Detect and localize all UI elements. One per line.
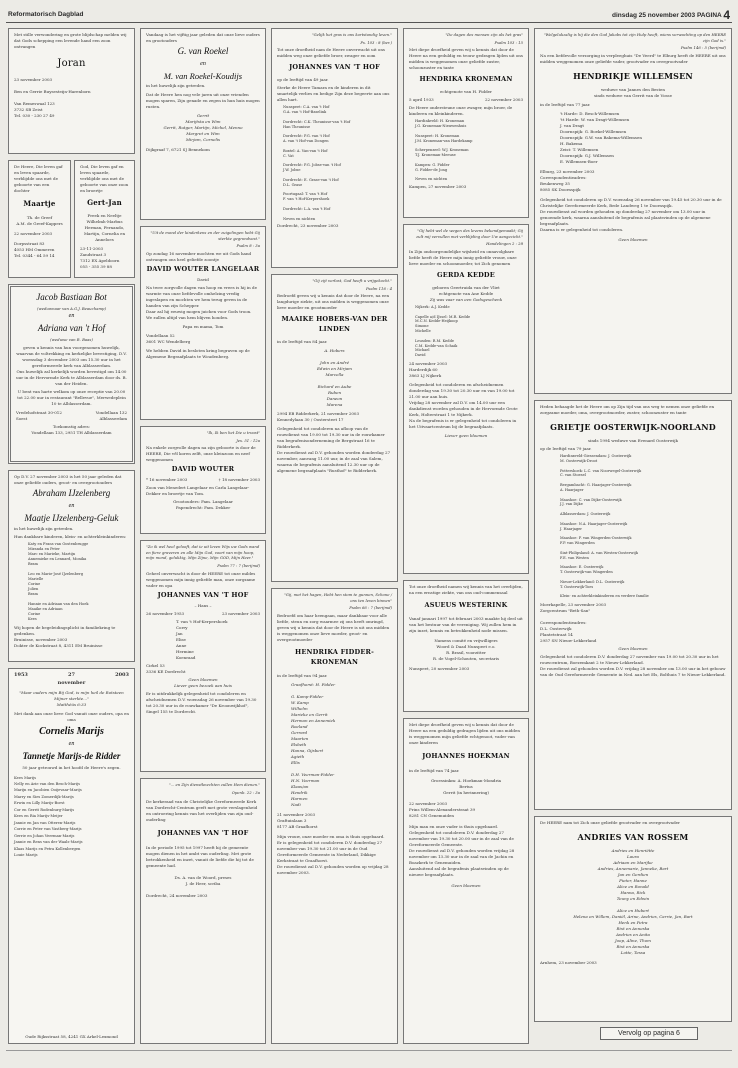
ad-kerkeraad-van-t-hof: "... en Zijn dienstknechten zullen Hem dienen." Openb. 22 : 3a De kerkeraad van de Christelijke Gereformeerde Kerk van Dordrecht-Centrum geeft met grote verslagenheid en ontroering kennis van het overlijden van zijn oud-ouderling JOHANNES VAN 'T HOF In de periode 1995 tot 1997 heeft hij de gemeente mogen dienen in het ambt van ouderling. Met grote betrokkenheid en inzet, vanuit de liefde die hij tot de gemeente had. Ds. A. van de Woord, preses J. de Heer, scriba Dordrecht, 24 november 2003 (140, 778, 266, 1044)
continued-on-page-link[interactable]: Vervolg op pagina 6 (600, 1027, 698, 1040)
ad-marijs: 1953 27 november 2003 "Maar ouders mijn Bij God, is mijn heil de Rotsteen Mijner sterkte..." Matthéüs 6:33 Met dank aan onze lieve God vanuit onze ouders, opa en oma Cornelis Marijs en Tannetje Marijs-de Ridder 50 jaar getrouwd in het hoofd de Heere's zegen. Kees Marijs Nelly en Arie van den Besch-Marijs Marijn en Jacobien Ooijevaar-Marijs Marry en Sies Zomerdijk-Marijs Erwin en Lilly Marijs-Borst Cor en Gerrit Rodenburg-Marijs Kees en Ria Marijs-Meijer Jannie en Jan van Otteren-Marijs Corrie en Peter van Vastberg-Marijs Gerrie en Johan Veerman-Marijs Jannie en Rens van der Waals-Marijs Klaas Marijs en Petra Kollenbergen Louie Marijs Oude Rijksstraat 58, 4241 GX Arkel-Lexmond (8, 668, 135, 1044)
page-number: 4 (723, 8, 730, 22)
ad-name: Joran (57, 58, 86, 69)
ad-gert-jan: God, Die leven gaf en leven spaarde, verblijdde ons met de geboorte van onze zoon en broertje Gert-Jan Freek en Neeltje Wilhelmh-Marbus Herman, Fernando, Martijn, Cornelia en Anneloes 23-11-2003 Zandstraat 3 7312 EX Apeldoorn 055 - 355 39 88 (74, 160, 135, 278)
ad-maaike-hobers: "Gij zijt verlost, God heeft u vrijgekocht." Psalm 116 : 4 Bedroefd geven wij u kennis dat door de Heere, na een langdurige ziekte, uit ons midden is weggenomen onze lieve moeder en grootmoeder MAAIKE HOBERS-VAN DER LINDEN in de leeftijd van 84 jaar. A. Hobers John en André Edwin en Mirjam Marcella Richard en Aube Ruben Daneon Marena 2994 EB Ridderkerk, 21 november 2003 Kennedylaan 30 / Oostersteet 17 Gelegenheid tot condoleren na afloop van de rouwdienst van 19.00 tot 19.30 uur in de rouwkamer van begrafenisonderneming de Bergstraat 16 te Ridderkerk. De rouwdienst zal D.V. gehouden worden donderdag 27 november, aanvang 11.00 uur, in de zaal van Salem, waarna de begrafenis aansluitend 12.30 uur op de algemene begraafplaats "Rusthof" te Ridderkerk. (271, 274, 398, 582)
masthead (6, 6, 732, 23)
ad-hendrikje-willemsen: "Welgelukzalig is hij die den God Jakobs tot zijn Hulp heeft, wiens verwachting op den HEERE zijn God is." Psalm 146 : 5 (berijmd) Na een liefdevolle verzorging in verpleeghuis "De Veerd" te Elburg heeft de HEERE uit ons midden weggenomen onze geliefde vader, grootvader en overgrootvader HENDRIKJE WILLEMSEN weduwe van Jannes den Besten sinds weduwe van Gerrit van de Vosse in de leeftijd van 77 jaar. 't Harde: D. Besch-Willemsen 'tt Harde: W. van Dragt-Willemsen J. van Dragt Doornspijk: G. Boekel-Willemsen Doornspijk: G.W. van Bakema-Willemsen H. Bakema Zeist: T. Willemsen Doornspijk: G.J. Willemsen E. Willemsen-Boer Elburg, 23 november 2003 Correspondentieadres: Beukenweg 35 8085 SK Doornspijk Gelegenheid tot condoleren op D.V. woensdag 26 november van 19.45 tot 20.30 uur in de Christelijke Gereformeerde Kerk, Bede Landweg 1 te Doornspijk. De rouwdienst zal worden gehouden op donderdag 27 november om 13.00 uur in genoemde kerk, waarna aansluitend de begrafenis zal plaatsvinden op de algemene begraafplaats. Daarna is er gelegenheid tot condoleren. Geen bloemen (534, 28, 732, 394)
ad-grietje-oosterwijk: Heden behaagde het de Heere om op Zijn tijd van ons weg te nemen onze geliefde en zorgzame moeder, oma, overgrootmoeder, zuster, schoonzuster en tante GRIETJE OOSTERWIJK-NOORLAND sinds 1994 weduwe van Evenard Oosterwijk op de leeftijd van 79 jaar. Hardinxveld-Giessendam: J. Oosterwijk M. Oosterwijk-Droot Pottershoek: L.C. van Noorwegel-Oosterwijk C. van Stoesel Bergambacht: G. Haarjager-Oosterwijk A. Haarjager Maashoe: C. van Dijke-Oosterwijk J.J. van Dijke Alblasserdam: J. Oosterwijk Maashoe: N.A. Haarjager-Oosterwijk J. Haarjager Maashoe: F. van Wingerden-Oosterwijk F.P. van Wingerden Sint-Philipsland: A. van Westen-Oosterwijk F.E. van Westen Maashoe: E. Oosterwijk T. Oosterwijk-van Wingerden Nieuw-Lekkerland: D.L. Oosterwijk T. Oosterwijk-Toes Klein- en achterkleinkinderen en verdere familie Moerkapelle, 23 november 2003 Zorgcentrum "Beth-San" Correspondentieadres: D.L. Oosterwijk Plantetstraat 14 2957 SN Nieuw-Lekkerland Geen bloemen Gelegenheid tot condoleren D.V. donderdag 27 november van 19.00 tot 20.30 uur in het rouwcentrum, Boezemkant 2 te Nieuw-Lekkerland. De rouwdienst zal gehouden worden D.V. vrijdag 28 november om 13.00 uur in het gebouw van de Oud Gereformeerde Gemeente in Ned. aan het Els, Bolthuis 7 te Nieuw-Lekkerland. (534, 400, 732, 810)
paper-name: Reformatorisch Dagblad (8, 11, 84, 18)
ad-andries-van-rossem: De HEERE nam tot Zich onze geliefde grootvader en overgrootvader ANDRIES VAN ROSSEM Andries en Henriëtte Laura Adriaan en Marijke Andries, Annemarie, Janneke, Bart Jan en Gerdien Pieter, Hanne Alice en Ronald Hanna, Rick Teuny en Edwin Alice en Hubert Helena en Willem, Daniël, Arine, Andries, Carrie, Jan, Bart Henk en Petra Rixt en Anneska Andries en Anita Joop, Aline, Thom Rixt en Anneska Lotte, Tessa Arnhem, 23 november 2003 (534, 816, 732, 1022)
ad-text: Met stille verwondering en grote blijdschap melden wij dat Gods schepping een levende hand een zoon ontvangen (14, 32, 127, 49)
ad-hendrika-kroneman: "De dagen des mensen zijn als het gras" Psalm 103 : 15 Met diepe droefheid geven wij u kennis dat door de Heere na een geduldig en trouw gedragen lijden uit ons midden is weggenomen onze geliefde zuster, schoonzuster en tante HENDRIKA KRONEMAN echtgenote van H. Fidder 5 april 1933 22 november 2003 De Heere ondersteune onze zwager, mijn broer, de kinderen en kleinkinderen. Hardinkveld: H. Kroneman J.G. Kroneman-Nieuwenhuis Nunspeet: H. Kroneman J.M. Kroneman-van Hardekamp Scherpenzeel: W.J. Kroneman T.J. Kroneman-Meeuse Kampen: G. Fidder G. Fidder-de Jong Neven en nichten Kampen, 27 november 2003 (403, 28, 529, 218)
ad-david-wouter: "Ik, Ik ben het Die u troost" Jes. 51 : 12a Na enkele zorgvolle dagen na zijn geboorte is door de HEERE, Die vêl koren zelft, onze kleinzoon en neef weggenomen DAVID WOUTER * 16 november 2003 † 18 november 2003 Zoon van Menedert Langelaar en Carla Langelaar-Dekker en broertje van Tom. Grootouders: Fam. Langelaar Papendrecht: Fam. Dekker (140, 426, 266, 534)
ad-gerda-kedde: "Gij hebt wel de wegen des levens bekendgemaakt; Gij zult mij vervullen met verblijding door Uw aangezicht." Handelingen 2 : 28 In Zijn ondoorgrondelijke wijsheid en onnavolgbare liefde heeft de Heere mijn innig geliefde vrouw, onze lieve moeder en schoonmoeder, tot Zich genomen GERDA KEDDE geboren Geertruida van der Vliet echtgenote van Ane Kedde Zij was vaar van een Godsgeschenk Nijkerk: A.J. Kedde Capelle a/d IJssel: M.R. Kedde M.C.N. Kedde-Heijkoop Simone Michelle Leusden: R.M. Kedde C.M. Kedde-van Schaik Michael David 24 november 2003 Harderdijk 60 3863 LJ Nijkerk Gelegenheid tot condoleren en afscheidnemen donderdag van 19.30 tot 20.30 uur en van 19.00 tot 21.00 uur aan huis. Vrijdag 28 november zal D.V. om 14.00 uur een dankdienst worden gehouden in de Hervormde Grote Kerk, Holterstraat 1 te Nijkerk. Na de begrafenis is er gelegenheid tot condoleren in het Uitvaartcentrum bij de begraafplaats. Liever geen bloemen (403, 224, 529, 574)
ad-johannes-hoekman: Met diepe droefheid geven wij u kennis dat door de Heere na een geduldig gedragen lijden uit ons midden is weggenomen mijn geliefde echtgenoot, vader van onze kinderen JOHANNES HOEKMAN in de leeftijd van 74 jaar. Groessinkm: A. Hoekman-Mondria Bertus Gerrit (in herinnering) 22 november 2003 Prins Willem-Alexanderstraat 39 8281 CN Genemuiden Mijn man en onze vader is thuis opgebaard. Gelegenheid tot condoleren D.V. donderdag 27 november van 19.30 tot 20.00 uur in de zaal van de Gereformeerde Gemeente. De rouwdienst zal D.V. gehouden worden vrijdag 28 november om 13.30 uur in de zaal van de Jachin en Boazkerk te Genemuiden. Aansluitend zal de begrafenis plaatsvinden op de nieuwe begraafplaats. Geen bloemen (403, 718, 529, 1044)
ad-van-roekel: Vandaag is het vijftig jaar geleden dat onze lieve ouders en grootouders G. van Roekel en M. van Roekel-Koudijs in het huwelijk zijn getreden. Dat de Heere hen nog vele jaren uit onze vrienden mogen sparen, Zijn genade en zegen in hun huis mogen rusten. Gerrit Marijtsta en Wim Gerrit, Rutger, Martijn, Michel, Menno Margret en Wim Mirjam, Cornelis Dijkgraaf 7, 6721 SJ Bennekom (140, 28, 266, 220)
ad-hendrika-fidder: "Gij, met het hagen, Hebt hen stom te gunnen, Schone / ons ten leven binnen" Psalm 66 : 7 (berijmd) Bedroefd om haar heengaan, maar dankbaar voor alle liefde, steun en zorg waarmee zij ons heeft omringd, geven wij u kennis dat door de Heere is uit ons midden is weggenomen onze lieve moeder, groot- en overgrootmoeder HENDRIKA FIDDER-KRONEMAN in de leeftijd van 94 jaar. Graafhorst: H. Fidder G. Kamp-Fidder W. Kamp Wilhelm Marieke en Gerrit Herman en Annemiek Roeland Gerrard Maarten Elsbeth Hanna, Gijsbert Agieth Ellis D.H. Veerman-Fidder H.N. Veerman Klaas/an Hendrik Harmen Nadi 21 november 2003 Graftuinlaan 3 8177 AB Graafhorst Mijn vrouw, onze moeder en oma is thuis opgebaard. Er is gelegenheid tot condoleren D.V. donderdag 27 november van 19.30 tot 21.00 uur in de Oud Gereformeerde Gemeente in Nederland, Dikkige Kerkstraat te Graafhorst. De rouwdienst zal D.V. gehouden worden op vrijdag 28 november 2003. (271, 588, 398, 1044)
footer-rule (6, 1050, 732, 1051)
ad-ijzelenberg: Op D.V. 27 november 2003 is het 50 jaar geleden dat onze geliefde ouders, groot- en overgrootouders Abraham IJzelenberg en Maatje IJzelenberg-Geluk in het huwelijk zijn getreden. Hun dankbare kinderen, klein- en achterkleinkinderen: Katy en Frans van Oostenbrugge Miranda en Peter Marc en Marieke, Martijn Annemieke en Lennard, Monika Bram Leo en Marie-José IJzelenberg Marielle Corine Jolien Bram Hannie en Adriaan van den Hoek Maaike en Adriaan Corine Kees Wij hopen de begeleidingsplicht in familiekring te gedenken. Bruinisse, november 2003 Dokter de Kockstraat 8, 4311 EM Bruinisse (8, 470, 135, 662)
ad-asueus-westerink: Tot onze droefheid namen wij kennis van het overlijden, na een ernstige ziekte, van ons oud-commensaal ASUEUS WESTERINK Vanaf januari 1997 tot februari 2003 maakte hij deel uit van het bestuur van de vereniging. Wij zullen hem in zijn inzet, kennis en betrokkenheid node missen. Namens comité en vrijwilligers Woord & Daad Nunspeet e.o. R. Brasil, voorzitter R. de Vogel-Schouten, secretaris Nunspeet, 20 november 2003 (403, 580, 529, 712)
ad-langelaar: "Uit de mond der kinderkens en der zuigelingen hebt Gij sterkte gegrondvest." Psalm 8 : 3a Op zondag 16 november mochten we uit Gods hand ontvangen ons heel geliefde zoontje DAVID WOUTER LANGELAAR David Na twee zorgvolle dagen van hoop en vrees is hij in de warmte van onze liefdevolle omhelzing vredig ingeslapen en mochten we hem terug geven in de handen van zijn Schepper. Daar zal hij eeuwig mogen juichen voor Gods troon. We zullen altijd van hem blijven houden. Papa en mama, Tom Vondellaan 52 3601 WC Wendelberg We hebben David in besloten kring begraven op de Algemene Begraafplaats te Woudenberg. (140, 226, 266, 420)
page-date: dinsdag 25 november 2003 PAGINA 4 (612, 8, 730, 22)
ad-bot-vanthof: Jacob Bastiaan Bot (weduwnaar van A.G.J. Beauchamp) en Adriana van 't Hof (weduwe van R. Baas) geven u kennis van hun voorgenomen huwelijk, waarvan de voltrekking en kerkelijke bevestiging, D.V. woensdag 3 december 2003 om 15.30 uur in het gereformeerde kerk van Alblasserdam. Ons huwelijk zal kerkelijk worden bevestigd om 14.00 uur in de Hervormde Kerk te Alblasserdam door ds. B. van der Heiden. U bent van harte welkom op onze receptie van 20.00 tot 22.00 uur in restaurant "Bellevue", Merwedeplein 10 te Alblasserdam. Vredehofstraat 30-012 Soest Vondellaan 132 Alblasserdam Toekomstig adres: Vondellaan 133, 2951 TH Alblasserdam (8, 284, 135, 464)
ad-maartje: De Heere, Die leven gaf en leven spaarde, verblijdde ons met de geboorte van een dochter Maartje Th. de Greef A.M. de Greef-Kappers 22 november 2003 Dorpsstraat 83 4053 HM Ommeren Tel. 0344 - 64 59 14 (8, 160, 71, 278)
ad-johannes-van-t-hof: "Gelijk het gras is ons kortstondig leven." Ps. 103 : 8 (ber.) Tot onze droefheid nam de Heere onverwacht uit ons midden weg onze geliefde broer, zwager en oom JOHANNES VAN 'T HOF op de leeftijd van 49 jaar. Sterke de Heere Tamara en de kinderen in dit smartelijk verlies en bedige Zijn deze begeerte aan ons allen hart. Nunspeet: C.A. van 't Hof G.A. van 't Hof-Baselink Dordrecht: C.K. Theunisse-van 't Hof Han Theunisse Dordrecht: P.G. van 't Hof A. van 't Hof-van Dongen Boxtel: A. Van-van 't Hof C. Vat Dordrecht: P.G. Jobse-van 't Hof J.W. Jobse Dordrecht: E. Grase-van 't Hof D.L. Grase Poortugaal: T. van 't Hof F. van 't Hof-Kerpershoek Dordrecht: L.A. van 't Hof Neven en nichten Dordrecht, 23 november 2003 (271, 28, 398, 268)
ad-joran: Met stille verwondering en grote blijdschap melden wij dat Gods schepping een levende hand een zoon ontvangen Joran 23 november 2003 Ben en Gerrie Buysesteijn-Harenborn Van Remeswaal 123 3732 SB Zeist Tel. 030 - 230 27 49 (8, 28, 135, 154)
ad-hans-van-t-hof: "Zo ik wel heel gelooft, dat ie uit leven Wijs uw Gods wand en fiere graveren en alle Mijn God, voort van mijn hoop, mijn mond, gelukkig, Mijn Zijne, Mijn GOD, Mijn Heer." Psalm 77 : 7 (berijmd) Geheel onverwacht is door de HEERE tot onze mildes weggenomen mijn innig geliefde man, onze zorgzame vader en opa JOHANNES VAN 'T HOF – Hans – 26 november 1953 23 november 2003 T. van 't Hof-Kerpershoek Corry Jan Elise Anne Hermine Koenraad Cirkel 53 3336 KE Dordrecht Geen bloemen Liever geen bezoek aan huis Er is uitdrukkelijk gelegenheid tot condoleren en afscheidnemen D.V. woensdag 26 november van 19.30 tot 20.30 uur in de rouwkamer "De Kroonwijkhof", Singel 155 te Dordrecht. (140, 540, 266, 772)
